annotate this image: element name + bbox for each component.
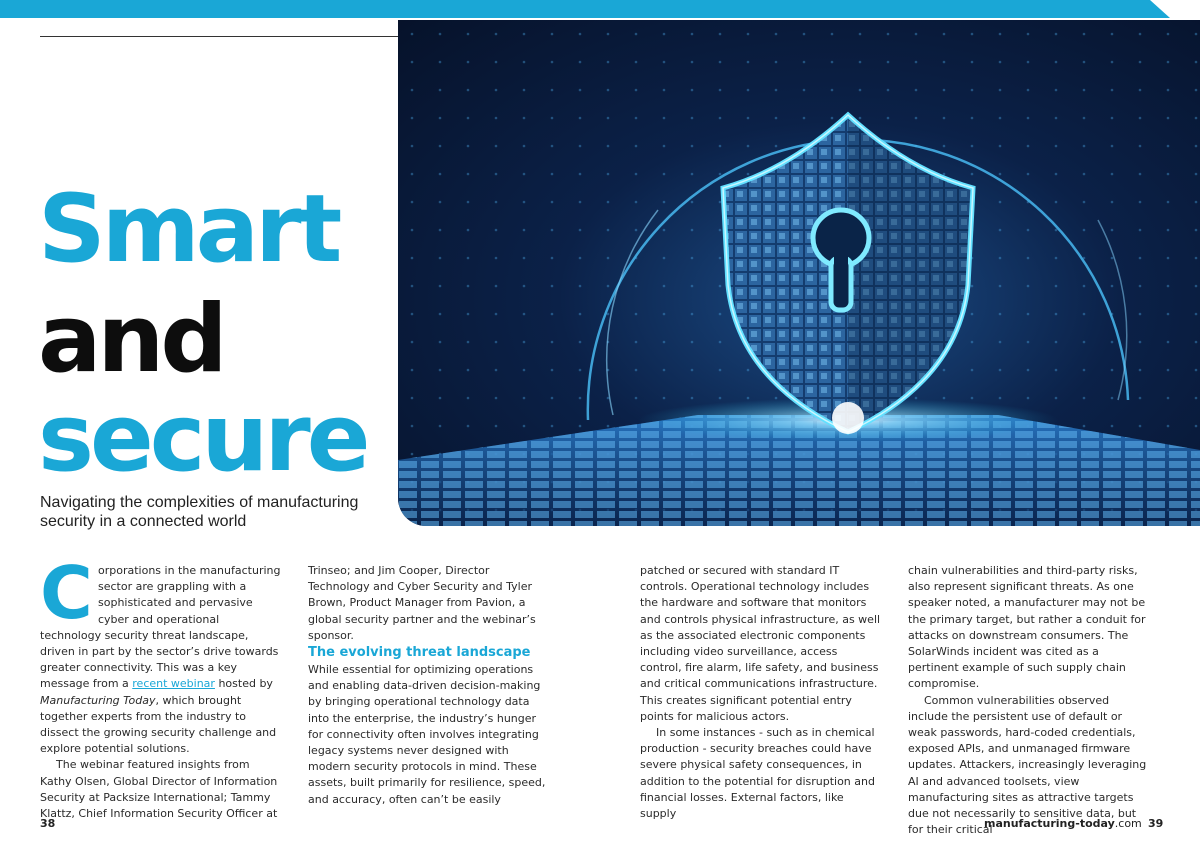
article-column-3	[640, 563, 882, 822]
page-number-left: 38	[40, 817, 56, 830]
page-number-right: 39	[1148, 817, 1164, 830]
standfirst: Navigating the complexities of manufacturing security in a connected world	[40, 494, 359, 530]
top-bar-notch	[1150, 0, 1170, 18]
site-url	[984, 817, 1142, 830]
article-paragraph: patched or secured with standard IT controls. Operational technology includes the hardware and software that monitors and controls physical infrastructure, as well as the associated electronic components including video surveillance, access control, fire alarm, life safety, and business and critical communications infrastructure. This creates significant potential entry points for malicious actors.	[640, 564, 881, 723]
article-paragraph: While essential for optimizing operations and enabling data-driven decision-making by bringing operational technology data into the enterprise, the industry’s hunger for connectivity often involves integrating legacy systems never designed with modern security protocols in mind. These assets, built primarily for resilience, speed, and accuracy, often can’t be easily	[308, 663, 546, 806]
top-bar-end	[1170, 0, 1200, 18]
section-subhead: The evolving threat landscape	[308, 645, 531, 661]
site-url-bold: manufacturing-today	[984, 817, 1115, 830]
site-url-suffix: .com	[1114, 817, 1142, 830]
drop-cap: C	[40, 551, 93, 635]
header-rule-left	[40, 36, 400, 37]
article-column-2	[308, 563, 550, 808]
article-column-1	[40, 551, 282, 822]
publication-name: Manufacturing Today	[40, 693, 156, 707]
headline-line-1: Smart	[38, 175, 339, 284]
article-column-4	[908, 563, 1150, 838]
hero-image	[398, 20, 1200, 526]
top-accent-bar	[0, 0, 1200, 18]
shield-keyhole-icon	[398, 20, 1200, 526]
article-paragraph	[40, 551, 282, 757]
article-paragraph: In some instances - such as in chemical production - security breaches could have severe physical safety consequences, in addition to the potential for disruption and financial losses. External factors, like supply	[640, 726, 875, 821]
paragraph-text: , which brought together experts from the industry to dissect the growing security challenge and explore potential solutions.	[40, 693, 277, 756]
headline-line-3: secure	[38, 384, 367, 493]
headline-line-2: and	[38, 285, 224, 394]
article-paragraph: chain vulnerabilities and third-party risks, also represent significant threats. As one speaker noted, a manufacturer may not be the primary target, but rather a conduit for attacks on downstream consumers. The SolarWinds incident was cited as a pertinent example of such supply chain compromise.	[908, 564, 1146, 691]
recent-webinar-link[interactable]: recent webinar	[132, 677, 215, 691]
article-paragraph: Common vulnerabilities observed include the persistent use of default or weak passwords, hard-coded credentials, exposed APIs, and unmanaged firmware updates. Attackers, increasingly leveraging AI and advanced toolsets, view manufacturing sites as attractive targets due not necessarily to sensitive data, but for their critical	[908, 693, 1147, 837]
paragraph-text: orporations in the manufacturing sector are grappling with a sophisticated and pervasive cyber and operational technology security threat landscape, driven in part by the sector’s drive towards greater connectivity. This was a key message from a	[40, 564, 281, 691]
paragraph-text: hosted by	[214, 677, 273, 691]
article-paragraph: Trinseo; and Jim Cooper, Director Technology and Cyber Security and Tyler Brown, Product Manager from Pavion, a global security partner and the webinar’s sponsor.	[308, 564, 536, 642]
article-paragraph: The webinar featured insights from Kathy Olsen, Global Director of Information Security at Packsize International; Tammy Klattz, Chief Information Security Officer at	[40, 758, 278, 821]
